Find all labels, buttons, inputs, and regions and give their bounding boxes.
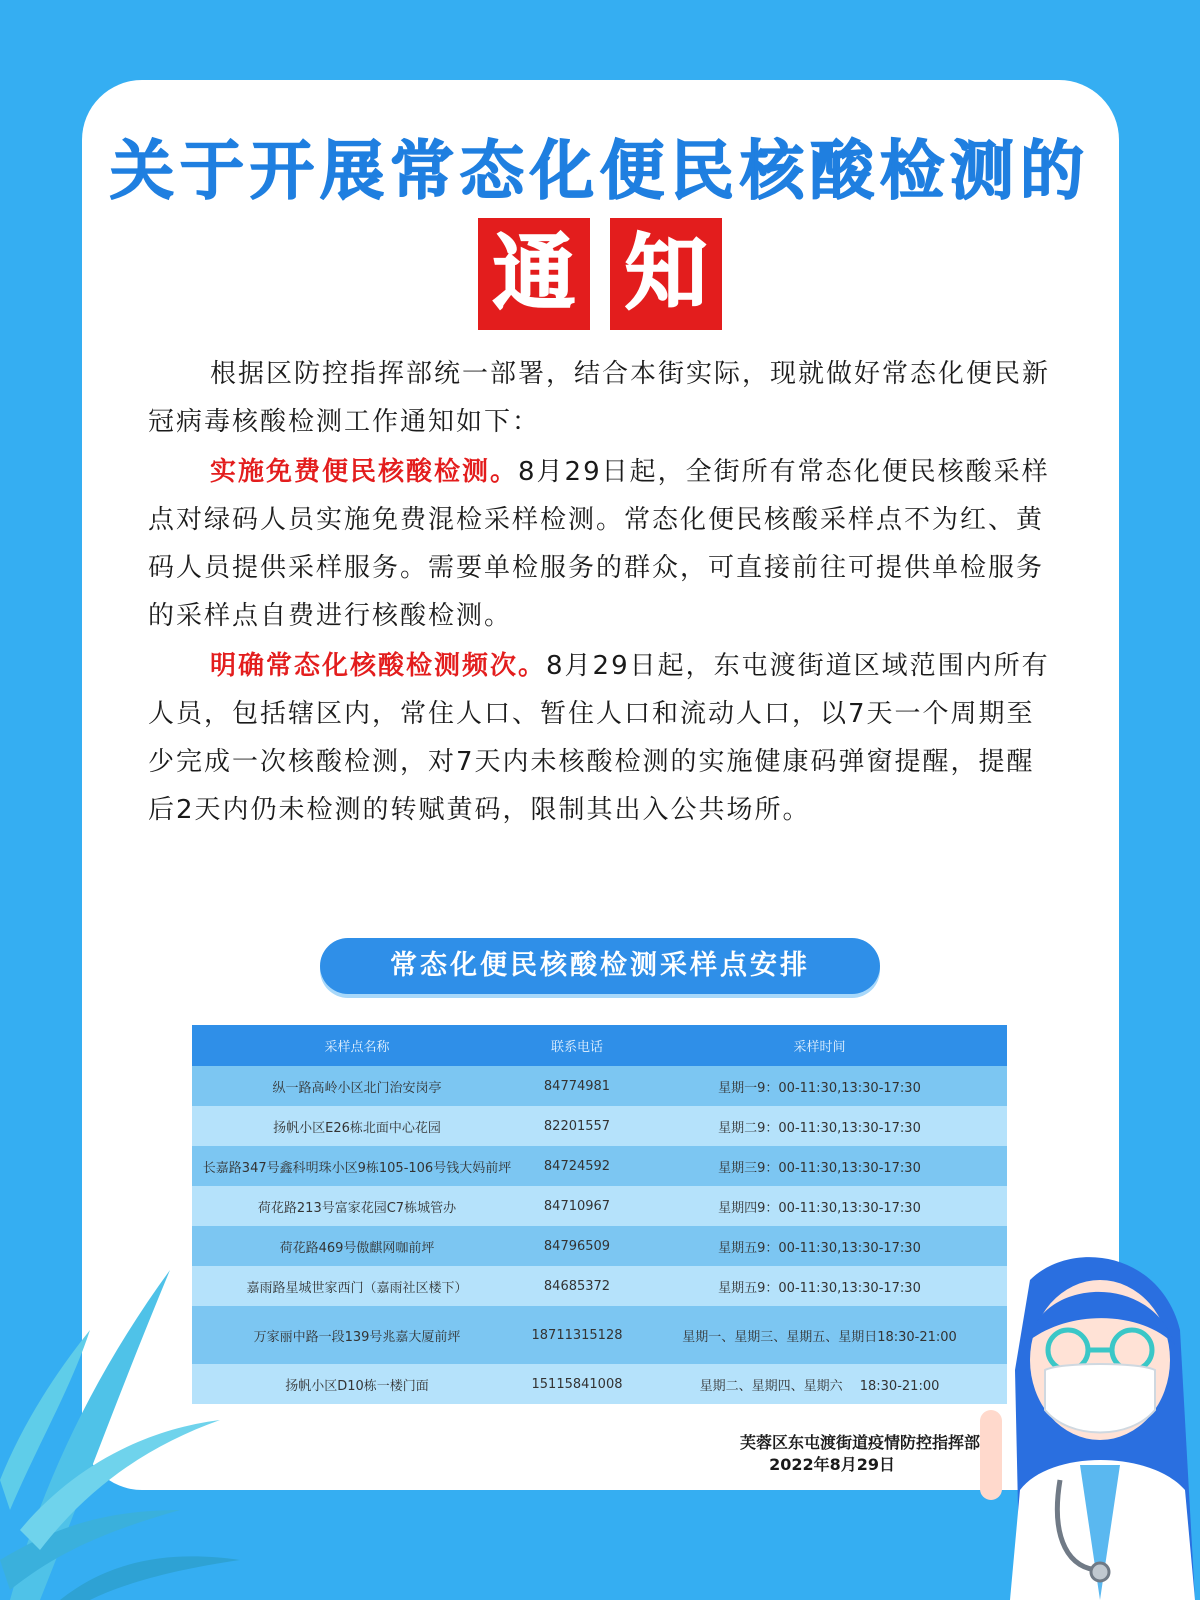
table-row (192, 1226, 1007, 1266)
column-header-time: 采样时间 (793, 1040, 846, 1055)
site-phone: 84796509 (543, 1238, 611, 1254)
table-row (192, 1146, 1007, 1186)
site-phone: 84724592 (543, 1158, 611, 1174)
column-header-phone: 联系电话 (550, 1040, 603, 1055)
doctor-illustration (960, 1250, 1200, 1600)
table-row (192, 1066, 1007, 1106)
site-time: 星期一9：00-11:30,13:30-17:30 (718, 1080, 921, 1096)
site-time: 星期四9：00-11:30,13:30-17:30 (718, 1200, 921, 1216)
site-phone: 84710967 (543, 1198, 611, 1214)
site-phone: 84774981 (543, 1078, 611, 1094)
table-row (192, 1266, 1007, 1306)
paragraph-intro (148, 350, 1053, 446)
site-phone: 84685372 (543, 1278, 611, 1294)
paragraph-free-testing (148, 448, 1053, 640)
page-title: 关于开展常态化便民核酸检测的 (110, 135, 1090, 209)
site-phone: 18711315128 (531, 1327, 623, 1343)
site-name: 万家丽中路一段139号兆嘉大厦前坪 (253, 1329, 461, 1345)
paragraph-testing-frequency (148, 642, 1053, 834)
site-phone: 82201557 (543, 1118, 611, 1134)
table-header-row (192, 1025, 1007, 1066)
signoff-org: 芙蓉区东屯渡街道疫情防控指挥部 (739, 1433, 980, 1452)
site-name: 嘉雨路星城世家西门（嘉雨社区楼下） (246, 1280, 468, 1296)
site-time: 星期三9：00-11:30,13:30-17:30 (718, 1160, 921, 1176)
signoff-date: 2022年8月29日 (769, 1455, 895, 1474)
palm-leaf-decoration (0, 1230, 260, 1600)
paragraph-highlight: 实施免费便民核酸检测。 (210, 457, 519, 487)
site-time: 星期二9：00-11:30,13:30-17:30 (718, 1120, 921, 1136)
site-name: 荷花路213号富家花园C7栋城管办 (257, 1200, 457, 1216)
paragraph-text: 根据区防控指挥部统一部署，结合本街实际，现就做好常态化便民新冠病毒核酸检测工作通知如下： (148, 359, 1051, 437)
site-name: 扬帆小区E26栋北面中心花园 (273, 1120, 441, 1136)
site-time: 星期五9：00-11:30,13:30-17:30 (718, 1240, 921, 1256)
site-name: 长嘉路347号鑫科明珠小区9栋105-106号钱大妈前坪 (202, 1160, 512, 1176)
site-time: 星期一、星期三、星期五、星期日18:30-21:00 (682, 1329, 957, 1345)
notice-body (148, 350, 1053, 836)
column-header-site: 采样点名称 (324, 1040, 390, 1055)
site-time: 星期五9：00-11:30,13:30-17:30 (718, 1280, 921, 1296)
table-row (192, 1106, 1007, 1146)
sampling-sites-table (192, 1025, 1007, 1404)
table-row (192, 1306, 1007, 1364)
site-phone: 15115841008 (531, 1376, 623, 1392)
site-name: 荷花路469号傲麒网咖前坪 (279, 1240, 435, 1256)
table-row (192, 1186, 1007, 1226)
notice-char: 通 (478, 218, 590, 330)
paragraph-text: 8月29日起，全街所有常态化便民核酸采样点对绿码人员实施免费混检采样检测。常态化便民核酸采样点不为红、黄码人员提供采样服务。需要单检服务的群众，可直接前往可提供单检服务的采样点自费进行核酸检测。 (148, 457, 1050, 631)
table-row (192, 1364, 1007, 1404)
notice-char: 知 (610, 218, 722, 330)
site-name: 纵一路高岭小区北门治安岗亭 (272, 1080, 442, 1096)
paragraph-text: 8月29日起，东屯渡街道区域范围内所有人员，包括辖区内，常住人口、暂住人口和流动人口，以7天一个周期至少完成一次核酸检测，对7天内未核酸检测的实施健康码弹窗提醒，提醒后2天内仍未检测的转赋黄码，限制其出入公共场所。 (148, 651, 1050, 825)
site-name: 扬帆小区D10栋一楼门面 (285, 1378, 429, 1394)
notice-heading (0, 218, 1200, 330)
site-time: 星期二、星期四、星期六 18:30-21:00 (699, 1378, 940, 1394)
paragraph-highlight: 明确常态化核酸检测频次。 (210, 651, 547, 681)
section-title: 常态化便民核酸检测采样点安排 (320, 938, 880, 994)
signoff (600, 1432, 980, 1476)
